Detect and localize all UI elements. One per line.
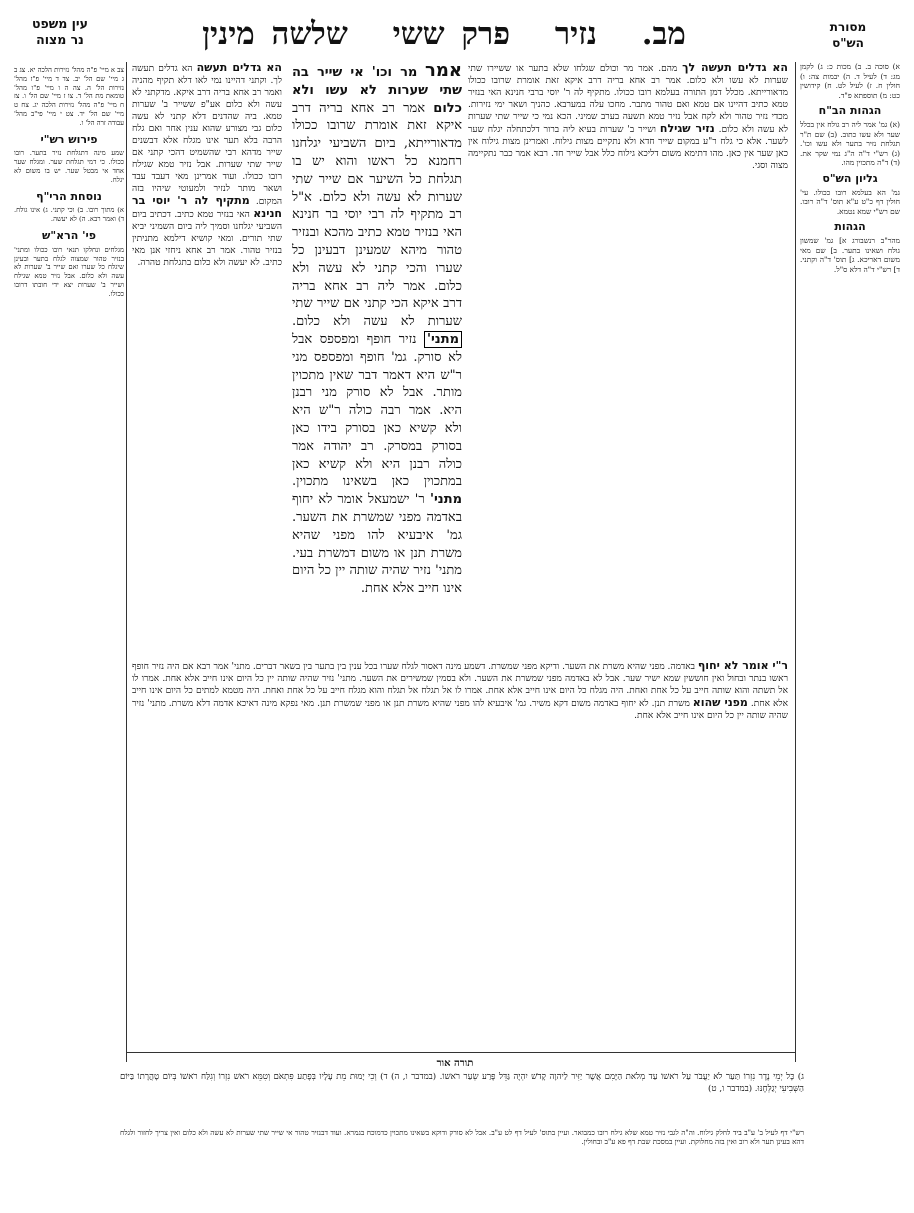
ein-mishpat-header bbox=[14, 16, 106, 48]
rashi-heading: הא גדלים תעשה לך bbox=[682, 62, 788, 74]
ein-mishpat-label: עין משפט bbox=[32, 16, 88, 31]
torah-ohr-text: ג) כָּל יְמֵי נֶדֶר נִזְרוֹ תַּעַר לֹא יַעֲבֹר עַל רֹאשׁוֹ עַד מְלֹאת הַיָּמִם אֲשֶׁר יַזִּיר לַיהוָה קָדֹשׁ יִהְיֶה גַּדֵּל פֶּרַע שְׂעַר רֹאשׁוֹ. (במדבר ו, ה) ד) וְכִי יָמוּת מֵת עָלָיו בְּפֶתַע פִּתְאֹם וְטִמֵּא רֹאשׁ נִזְרוֹ וְגִלַּח רֹאשׁוֹ בְּיוֹם טָהֳרָתוֹ בַּיּוֹם הַשְּׁבִיעִי יְגַלְּחֶנּוּ. (במדבר ו, ט) bbox=[120, 1072, 804, 1094]
nusach-harif-title: נוסחת הרי"ף bbox=[36, 189, 102, 203]
perek-name: שלשה מינין bbox=[202, 16, 348, 52]
masoret-header bbox=[800, 19, 896, 51]
gemara-body-2: א"ל רב מתקיף לה רבי יוסי בר חנינא האי בנזיר טמא כתיב מהכא ובנזיר טהור מיהא שמעינן דבעינן כל שערו והכי קתני לא עשה ולא כלום. אמר ליה רב אחא בריה דרב איקא הכי קתני אם שייר שתי שערות לא עשה ולא כלום. bbox=[292, 189, 462, 330]
hagahot-title: הגהות bbox=[834, 220, 866, 234]
daf-number: מב. bbox=[641, 16, 686, 52]
gemara-text bbox=[292, 62, 462, 642]
rashi-heading-2: נזיר שגילח bbox=[659, 122, 715, 135]
masoret-hashas-column bbox=[800, 62, 900, 1061]
gilyon-hashas-title: גליון הש"ס bbox=[822, 171, 878, 185]
footnote-text: רש"י דף לעיל ב' ע"ב ביד לחלק גילוח. וה"ה לגבי נזיר טמא שלא גילח רובו כמבואר. ועיין בתוס' לעיל דף לט ע"ב. אבל לא סורק ודוקא בשאינו מתכוין כדמוכח בגמרא. ועוד דבנזיר טהור אי שייר שתי שערות לא עשה ולא כלום ואין צריך לחזור ולגלח דהא בעינן תער ולא רוב ואין בזה מחלוקת. ועיין במסכת שבת דף פא ע"ב ובחולין. bbox=[120, 1128, 804, 1147]
rashi-margin-title: פירוש רש"י bbox=[40, 132, 98, 146]
page-title bbox=[164, 16, 724, 52]
masoret-text: א) סוכה ב. ב) מכות כ: ג) לקמן מג: ד) לעיל ד. ה) יבמות צה: ו) חולין ח. ז) לעיל לט. ח) קידושין כט: מ) תוספתא פ"ד. bbox=[800, 62, 900, 100]
masoret-label: מסורת bbox=[829, 20, 867, 34]
gemara-opening-phrase: מר וכו' אי שייר בה שתי שערות לא עשו ולא כלום bbox=[292, 65, 462, 116]
lower-commentary bbox=[132, 660, 788, 1050]
gemara-body-3: נזיר חופף ומפספס אבל לא סורק. גמ' חופף ומפספס מני ר"ש היא דאמר דבר שאין מתכוין מותר. אבל לא סורק מני רבנן היא. bbox=[292, 331, 462, 419]
gemara-body-5: ר' ישמעאל אומר לא יחוף באדמה מפני שמשרת את השער. גמ' איבעיא להו מפני שהיא משרת תנן או משום דמשרת בעי. מתני' נזיר שהיה שותה יין כל היום אינו חייב אלא אחת. bbox=[292, 492, 462, 597]
mishna-label: מתני' bbox=[424, 331, 462, 348]
tosafot-heading-2: מתקיף לה ר' יוסי בר חנינא bbox=[132, 194, 282, 220]
perek-number: פרק ששי bbox=[392, 16, 511, 52]
divider-right bbox=[795, 62, 796, 1062]
tosafot-text: הא גדלים תעשה לך. וקתני דהיינו נמי לאו דלא תקיף מהניה ואמר רב אחא בריה דרב איקא. מדקתני לא עשה ולא כלום אע"פ ששייר ב' שערות טמא. ביה שהדנים דלא קתני לא עשה כלום גבי מצורע שהוא ענין אחר ואם גלח הרבה בלא תער אינו מגלח אלא דבשנים שייר מדהא רבי שהשמיט דהכי קתני אם שייר שתי שערות. אבל נזיר טמא שגילח רובו ככולו. ועוד אמרינן מאי דעבד עבד ושאר מותר לנזיר ולמעוטי שיהיו בזה המקום. bbox=[132, 64, 282, 207]
nusach-harif-text: א) מתוך רובו. ב) וכי קתני. ג) אינו גולח. ד) ואמר רבא. ה) לא יעשה. bbox=[14, 206, 124, 224]
gemara-body-1: אמר רב אחא בריה דרב איקא זאת אומרת שרובו ככולו מדאורייתא, ביום השביעי יגלחנו רחמנא כל ראשו והוא יש בו תגלחת כל השיער אם שייר שתי שערות לא עשה ולא כלום. bbox=[292, 100, 462, 205]
divider-left bbox=[126, 62, 127, 1062]
ein-mishpat-column bbox=[14, 66, 124, 1061]
masechet-name: נזיר bbox=[554, 16, 597, 52]
mishna-label-2: מתני' bbox=[430, 492, 462, 508]
ein-mishpat-text: צב א מיי' פ"ה מהל' נזירות הלכה יא. צג ב ג מיי' שם הל' יב. צד ד מיי' פ"ז מהל' נזירות הל' ה. צה ה ו מיי' פ"ו מהל' טומאת מת הל' ד. צו ז מיי' שם הל' ו. צז ח מיי' פ"ה מהל' נזירות הלכה יג. צח ט מיי' שם הל' יד. צט י מיי' פי"ב מהל' עבודה זרה הל' ו. bbox=[14, 66, 124, 127]
rashi-text: מהם. אמר מר וכולם שגלחו שלא בתער או ששיירו שתי שערות לא עשו ולא כלום. אמר רב אחא בריה דרב איקא זאת אומרת שרובו ככולו מדאורייתא. מכלל דמן התורה בעלמא רובו ככולו. מתקיף לה ר' יוסי ברבי חנינא האי בנזיר טמא כתיב דהיינו אם טמא ואם טהור מתבר. מחכו עלה במערבא. כהניך ושאר ימי נזירות. מכדי נזיר טהור ולא לקח אבל נזיר טמא תשעה בערב שמיני. הכא נמי כי שייר שתי שערות לא עשה ולא כלום. bbox=[468, 64, 788, 135]
hagahot-text: מהר"ב רנשבורג א] גמ' שמשון גולח ושאינו בתער. ב] שם מאי משום דאריכא. ג] תוס' ד"ה וקתני. ד] רש"י ד"ה דלא ס"ל. bbox=[800, 235, 900, 274]
tosafot-heading: הא גדלים תעשה bbox=[196, 62, 282, 74]
gemara-body-4: אמר רבה כולה ר"ש היא ולא קשיא כאן בסורק בידו כאן בסורק במסרק. רב יהודה אמר כולה רבנן היא ולא קשיא כאן במתכוין כאן בשאינו מתכוין. bbox=[292, 403, 462, 490]
tosafot-text-2: האי בנזיר טמא כתיב. דכתיב ביום השביעי יגלחנו וסמיך ליה ביום השמיני יביא שתי תורים. ומאי קושיא דילמא מתניתין בנזיר טהור. אמר רב אחא ניחזי אנן מאי כתיב. לא יעשה ולא כלום בתגלחת טהרה. bbox=[132, 210, 282, 268]
harosh-text: מגלחים ונחלקו תנאי רובו ככולו ומתני' בנזיר טהור שמצוה לגלח בתער ובעינן שיגלח כל שערו ואם שייר ב' שערות לא עשה ולא כלום. אבל נזיר טמא שגילח ושייר ב' שערות יצא ידי חובתו דרובו ככולו. bbox=[14, 245, 124, 298]
hagahot-habach-title: הגהות הב"ח bbox=[818, 104, 882, 118]
lower-heading-2: מפני שהוא bbox=[692, 696, 748, 709]
torah-ohr-title: תורה אור bbox=[436, 1058, 474, 1069]
ner-mitzvah-label: נר מצוה bbox=[36, 32, 84, 47]
hashas-label: הש"ס bbox=[832, 36, 864, 50]
gemara-opening-word: אמר bbox=[425, 62, 462, 81]
hagahot-habach-text: (א) גמ' אמר ליה רב גולח אין בכלל שער ולא עשו כתוב. (ב) שם ת"ר תגלחת נזיר בתער ולא עשו וכו'. (ג) רש"י ד"ה ה"ג נמי שקר את. (ד) ד"ה מתכוין מהו. bbox=[800, 119, 900, 168]
lower-text-2: משרת תנן. לא יחוף באדמה משום דקא משיר. גמ' איבעיא להו מפני שהיא משרת תנן או מפני שמשרת תנן. מאי נפקא מינה דאיכא אדמה דלא משרת. מתני' נזיר שהיה שותה יין כל היום אינו חייב אלא אחת. bbox=[132, 699, 788, 721]
rashi-text-2: ושייר ב' שערות בעיא ליה ברור דלכתחלה יגלח שער לשער. אלא כי גלח ר"ע במקום שייר חדא ולא נתקיים מצות גילוח. ואמרינן מצות גילוח אין כאן שער אין כאן. מהו דתימא משום דליכא גילוח כלל אבל שייר חד. רבא אמר כבר נתקיימה מצוה וסגי. bbox=[468, 125, 788, 171]
lower-text: באדמה. מפני שהיא משרת את השער. ודיקא מפני שמשרת. דשמע מינה דאסור לגלח שערו בכל ענין בין בתער בין בשאר דברים. מתני' אמר רבא אם היה נזיר חופף ראשו בנתר ובחול ואין חוששין שמא ישיר שער. אבל לא באדמה מפני שמשרת את השער. ולא בסמין שמשירים את השער. מתני' נזיר שהיה שותה יין כל היום אינו חייב אלא אחת. אמרו לו אל תשתה והוא שותה חייב על כל אחת ואחת. היה מגלח כל היום אינו חייב אלא אחת. אמרו לו אל תגלח אל תגלח והוא מגלח חייב על כל אחת ואחת. היה מטמא למתים כל היום אינו חייב אלא אחת. bbox=[132, 662, 788, 709]
footer-divider bbox=[126, 1052, 796, 1053]
rashi-margin-text: שמע מינה דתגלחת נזיר בתער. רובו ככולו. כי דמי תגלחת שער. ומגלח שער אחד אי מבטל שער. יש בו משום לא יגלח. bbox=[14, 149, 124, 184]
gilyon-hashas-text: גמ' הא בעלמא רובו ככולו. עי' חולין דף כ"ט ע"א תוס' ד"ה רובו. שם רש"י שמא נטמא. bbox=[800, 187, 900, 216]
lower-heading: ר"י אומר לא יחוף bbox=[697, 660, 788, 672]
harosh-title: פי' הרא"ש bbox=[42, 228, 96, 242]
